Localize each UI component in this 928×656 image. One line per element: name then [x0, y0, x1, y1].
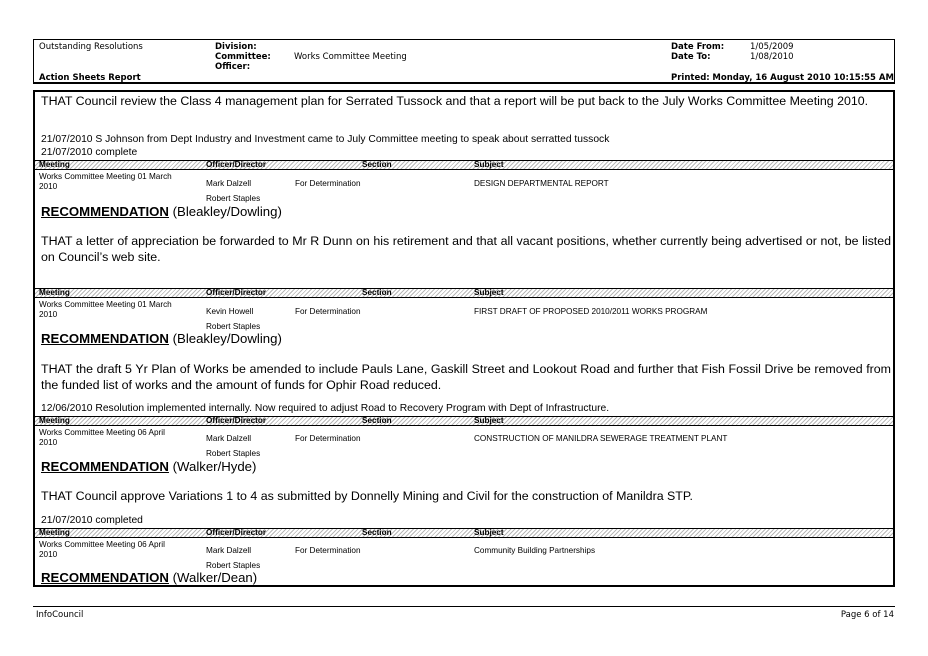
recommendation-label: RECOMMENDATION [41, 331, 169, 346]
officer-name: Kevin Howell [206, 307, 254, 316]
col-subject: Subject [474, 416, 504, 425]
col-officer: Officer/Director [206, 528, 267, 537]
officer-name: Mark Dalzell [206, 434, 252, 443]
col-subject: Subject [474, 528, 504, 537]
resolution-note: 12/06/2010 Resolution implemented internally. Now required to adjust Road to Recovery Program with Dept of Infrastructure. [41, 403, 610, 414]
committee-label: Committee: [215, 52, 271, 62]
action-sheet-body [33, 90, 895, 587]
meeting-year: 2010 [39, 182, 58, 191]
report-name: Outstanding Resolutions [39, 42, 143, 52]
col-meeting: Meeting [39, 288, 70, 297]
table-header [35, 416, 893, 426]
printed-label: Printed: [671, 73, 710, 83]
resolution-note: 21/07/2010 completed [41, 515, 143, 526]
director-name: Robert Staples [206, 561, 261, 570]
section-name: For Determination [295, 546, 361, 555]
date-from-value: 1/05/2009 [750, 42, 794, 52]
meeting-name: Works Committee Meeting 06 April [39, 428, 165, 437]
recommendation-movers: (Walker/Hyde) [168, 459, 257, 474]
col-section: Section [362, 288, 392, 297]
resolution-text: THAT Council approve Variations 1 to 4 as submitted by Donnelly Mining and Civil for the construction of Manildra STP. [41, 489, 693, 503]
recommendation-label: RECOMMENDATION [41, 204, 169, 219]
recommendation-movers: (Bleakley/Dowling) [168, 331, 282, 346]
recommendation-heading [41, 570, 257, 586]
director-name: Robert Staples [206, 194, 261, 203]
meeting-year: 2010 [39, 310, 58, 319]
printed-value: Monday, 16 August 2010 10:15:55 AM [712, 73, 894, 83]
col-section: Section [362, 416, 392, 425]
recommendation-heading [41, 459, 256, 475]
committee-value: Works Committee Meeting [294, 52, 407, 62]
date-to-value: 1/08/2010 [750, 52, 794, 62]
header-divider [33, 82, 895, 84]
intro-note-2: 21/07/2010 complete [41, 147, 138, 158]
col-officer: Officer/Director [206, 288, 267, 297]
col-officer: Officer/Director [206, 416, 267, 425]
subject-name: DESIGN DEPARTMENTAL REPORT [474, 179, 609, 188]
resolution-text: THAT a letter of appreciation be forwarded to Mr R Dunn on his retirement and that all vacant positions, whether currently being advertised or not, be listed on Council’s web site. [41, 234, 891, 264]
subject-name: CONSTRUCTION OF MANILDRA SEWERAGE TREATMENT PLANT [474, 434, 728, 443]
officer-label: Officer: [215, 62, 251, 72]
section-name: For Determination [295, 307, 361, 316]
col-subject: Subject [474, 160, 504, 169]
section-name: For Determination [295, 179, 361, 188]
recommendation-label: RECOMMENDATION [41, 459, 169, 474]
col-section: Section [362, 528, 392, 537]
division-label: Division: [215, 42, 257, 52]
meeting-year: 2010 [39, 438, 58, 447]
col-meeting: Meeting [39, 160, 70, 169]
resolution-text: THAT the draft 5 Yr Plan of Works be amended to include Pauls Lane, Gaskill Street and Lookout Road and further that Fish Fossil Drive be removed from the funded list of works and the amount of funds for Ophir Road reduced. [41, 362, 891, 392]
intro-resolution: THAT Council review the Class 4 management plan for Serrated Tussock and that a report will be put back to the July Works Committee Meeting 2010. [41, 94, 869, 108]
table-header [35, 528, 893, 538]
meeting-name: Works Committee Meeting 01 March [39, 300, 172, 309]
col-meeting: Meeting [39, 416, 70, 425]
col-subject: Subject [474, 288, 504, 297]
footer-brand: InfoCouncil [36, 610, 84, 620]
officer-name: Mark Dalzell [206, 179, 252, 188]
footer-divider [33, 606, 895, 607]
meeting-year: 2010 [39, 550, 58, 559]
meeting-name: Works Committee Meeting 06 April [39, 540, 165, 549]
intro-note-1: 21/07/2010 S Johnson from Dept Industry and Investment came to July Committee meeting to speak about serratted tussock [41, 134, 610, 145]
date-from-label: Date From: [671, 42, 725, 52]
director-name: Robert Staples [206, 322, 261, 331]
recommendation-movers: (Bleakley/Dowling) [168, 204, 282, 219]
table-header [35, 288, 893, 298]
col-section: Section [362, 160, 392, 169]
recommendation-label: RECOMMENDATION [41, 570, 169, 585]
recommendation-movers: (Walker/Dean) [168, 570, 258, 585]
officer-name: Mark Dalzell [206, 546, 252, 555]
date-to-label: Date To: [671, 52, 711, 62]
recommendation-heading [41, 331, 282, 347]
recommendation-heading [41, 204, 282, 220]
section-name: For Determination [295, 434, 361, 443]
table-header [35, 160, 893, 170]
col-officer: Officer/Director [206, 160, 267, 169]
page-number: Page 6 of 14 [840, 610, 894, 620]
director-name: Robert Staples [206, 449, 261, 458]
report-header [33, 39, 895, 83]
col-meeting: Meeting [39, 528, 70, 537]
report-title: Action Sheets Report [39, 73, 141, 83]
subject-name: FIRST DRAFT OF PROPOSED 2010/2011 WORKS PROGRAM [474, 307, 708, 316]
subject-name: Community Building Partnerships [474, 546, 596, 555]
meeting-name: Works Committee Meeting 01 March [39, 172, 172, 181]
